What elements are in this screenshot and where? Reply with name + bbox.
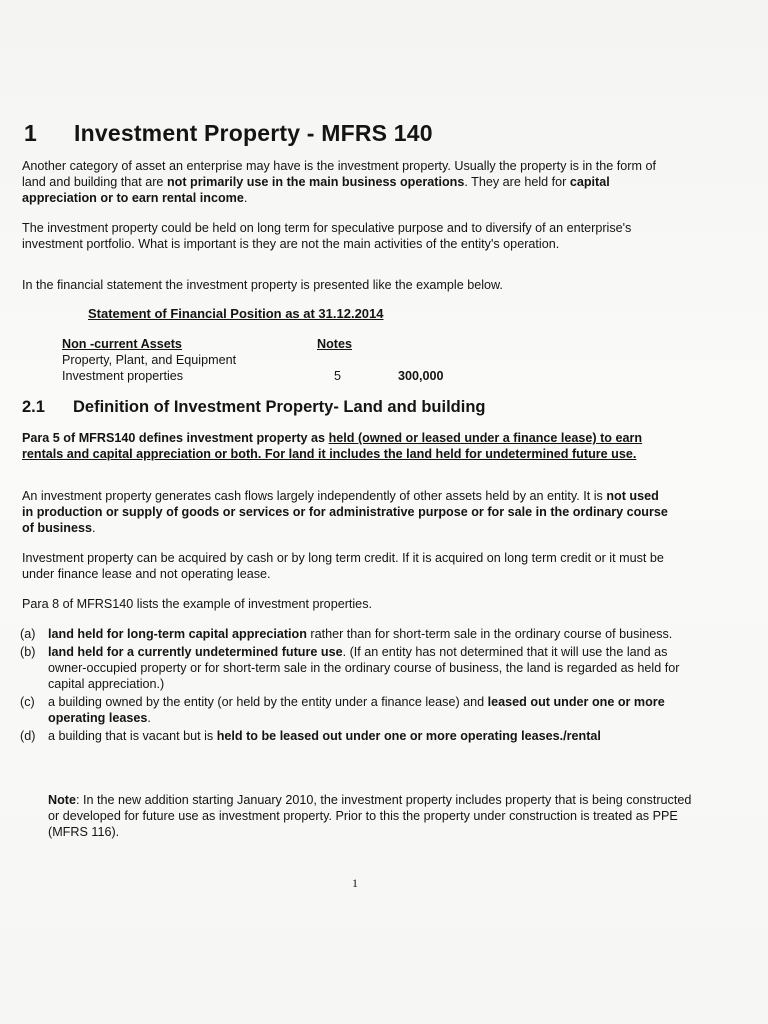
list-item [20,728,700,744]
text-run: . [91,521,96,535]
statement-row-label: Investment properties [62,369,184,383]
text-run: a building that is vacant but is [48,729,217,743]
paragraph-text: In the financial statement the investment property is presented like the example below. [22,278,503,292]
paragraph-text: Para 8 of MFRS140 lists the example of investment properties. [22,597,372,611]
note-label: Note [48,793,76,807]
definition-paragraph-3 [22,550,672,582]
statement-row-label: Property, Plant, and Equipment [62,353,237,367]
list-marker: (d) [20,729,36,743]
text-run: Another category of asset an enterprise may have is the investment property. Usually the property is in the form of land and building that are [22,159,656,189]
bold-run: held to be leased out under one or more operating leases./rental [216,729,601,743]
statement-row-amount: 300,000 [398,369,444,383]
statement-row [62,352,482,368]
list-item [20,626,700,642]
paragraph-text: Investment property can be acquired by cash or by long term credit. If it is acquired on long term credit or it must be under finance lease and not operating lease. [22,551,664,581]
bold-run: not primarily use in the main business operations [166,175,465,189]
intro-paragraph-1 [22,158,672,206]
bold-run: land held for long-term capital appreciation [48,627,307,641]
bold-run: capital appreciation or to earn rental income [22,175,610,205]
list-item [20,644,700,692]
text-run: . [147,711,151,725]
statement-header-row [62,336,482,352]
list-marker: (b) [20,645,36,659]
definition-paragraph-1 [22,430,672,462]
list-marker: (a) [20,627,36,641]
text-run: . (If an entity has not determined that it will use the land as owner-occupied property or for short-term sale in the ordinary course of business, the land is regarded as held for capital appreciation.) [48,645,680,691]
intro-paragraph-2 [22,220,672,252]
statement-row-note: 5 [334,369,342,383]
intro-paragraph-3 [22,277,672,293]
bold-run: leased out under one or more operating leases [48,695,665,725]
bold-run: not used in production or supply of goods or services or for administrative purpose or for sale in the ordinary course of business [22,489,668,535]
text-run: An investment property generates cash flows largely independently of other assets held by an entity. It is [22,489,607,503]
statement-row [62,368,482,384]
section-heading [22,398,486,417]
heading-title: Investment Property - MFRS 140 [74,120,433,146]
text-run: a building owned by the entity (or held by the entity under a finance lease) and [48,695,488,709]
main-heading [24,120,433,147]
text-run: . They are held for [464,175,570,189]
list-item [20,694,700,726]
text-run: rather than for short-term sale in the ordinary course of business. [306,627,673,641]
statement-header-notes: Notes [317,337,352,351]
paragraph-text: The investment property could be held on long term for speculative purpose and to diversify of an enterprise's investment portfolio. What is important is they are not the main activities of the entity's operation. [22,221,632,251]
section-title: Definition of Investment Property- Land and building [73,398,486,416]
examples-list [20,626,700,744]
bold-run: Para 5 of MFRS140 defines investment property as [22,431,329,445]
underlined-definition: held (owned or leased under a finance lease) to earn rentals and capital appreciation or both. For land it includes the land held for undetermined future use. [22,431,643,461]
section-number: 2.1 [22,398,45,416]
definition-paragraph-4 [22,596,672,612]
note-paragraph [48,792,704,840]
text-run: . [243,191,248,205]
note-text: : In the new addition starting January 2010, the investment property includes property that is being constructed or developed for future use as investment property. Prior to this the property under construction is treated as PPE (MFRS 116). [48,793,692,839]
definition-paragraph-2 [22,488,672,536]
heading-number: 1 [24,120,37,146]
bold-run: land held for a currently undetermined future use [48,645,343,659]
statement-table [62,336,482,384]
statement-header-label: Non -current Assets [62,337,182,351]
page-number: 1 [352,876,358,890]
statement-title: Statement of Financial Position as at 31.12.2014 [88,306,384,321]
list-marker: (c) [20,695,35,709]
